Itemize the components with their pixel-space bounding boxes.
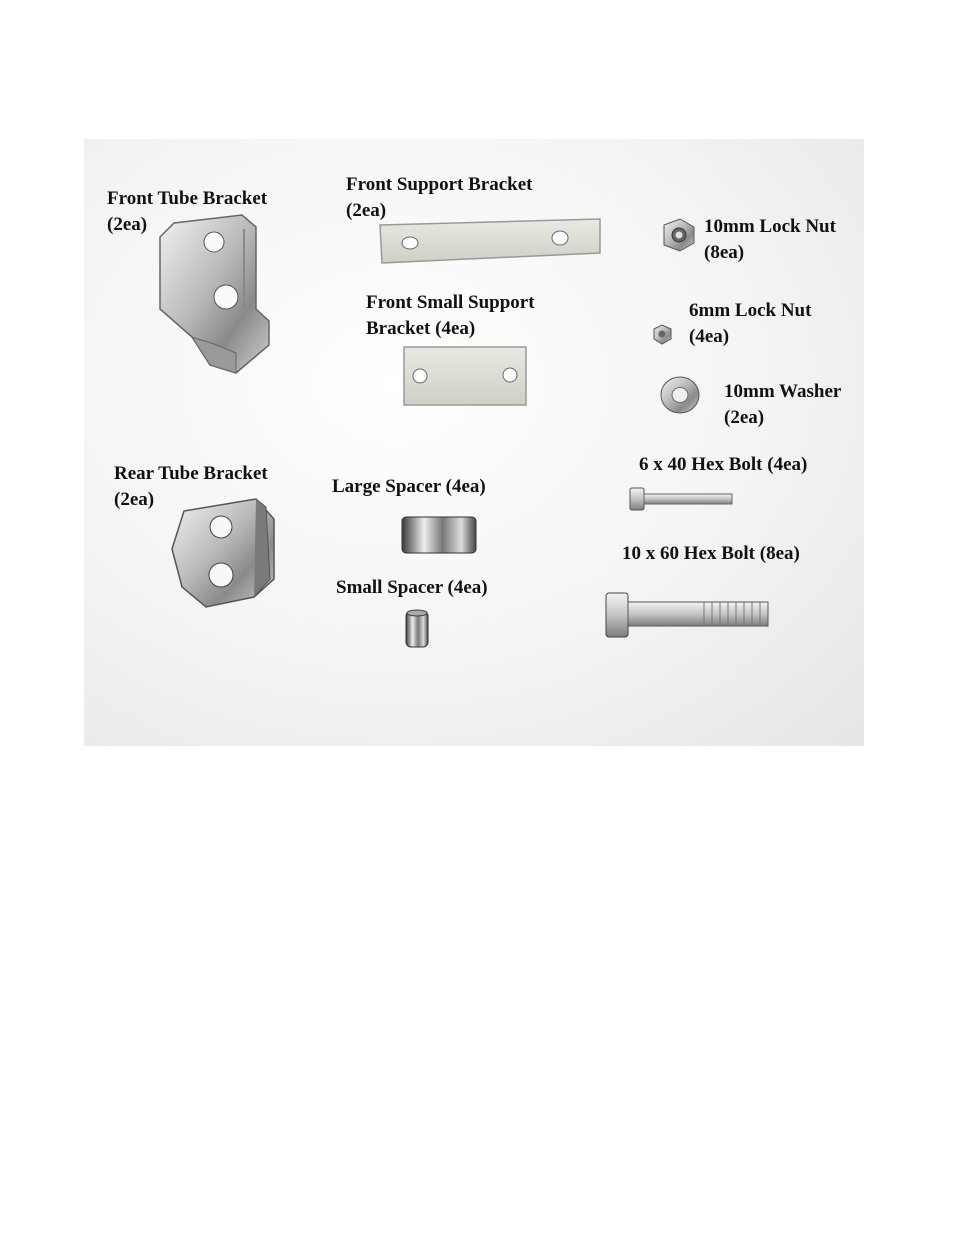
label-lock-nut-10mm bbox=[704, 214, 836, 266]
label-front-tube-bracket bbox=[107, 186, 267, 238]
part-qty: (2ea) bbox=[724, 407, 765, 428]
part-name: Front Small Support bbox=[366, 292, 535, 313]
part-qty: Bracket (4ea) bbox=[366, 318, 476, 339]
hex-bolt-10x60-shape bbox=[606, 593, 768, 637]
front-tube-bracket-shape bbox=[160, 215, 269, 373]
part-name: 10mm Washer bbox=[724, 381, 842, 402]
part-name: Front Support Bracket bbox=[346, 174, 533, 195]
front-support-bracket-shape bbox=[380, 219, 600, 263]
lock-nut-10mm-shape bbox=[664, 219, 694, 251]
label-front-support-bracket bbox=[346, 172, 532, 224]
front-small-support-bracket-shape bbox=[404, 347, 526, 405]
label-lock-nut-6mm bbox=[689, 298, 811, 350]
hardware-kit-photo bbox=[84, 139, 864, 746]
label-hex-bolt-10x60 bbox=[622, 541, 800, 567]
part-name: 10mm Lock Nut bbox=[704, 216, 836, 237]
washer-10mm-shape bbox=[661, 377, 699, 413]
large-spacer-shape bbox=[402, 517, 476, 553]
part-qty: (2ea) bbox=[346, 200, 387, 221]
part-name: Front Tube Bracket bbox=[107, 188, 268, 209]
part-name: Large Spacer (4ea) bbox=[332, 476, 486, 497]
label-small-spacer bbox=[336, 575, 488, 601]
part-name: 6mm Lock Nut bbox=[689, 300, 812, 321]
part-name: 10 x 60 Hex Bolt (8ea) bbox=[622, 543, 800, 564]
lock-nut-6mm-shape bbox=[654, 325, 671, 344]
part-name: 6 x 40 Hex Bolt (4ea) bbox=[639, 454, 808, 475]
part-qty: (2ea) bbox=[114, 489, 155, 510]
label-rear-tube-bracket bbox=[114, 461, 268, 513]
part-qty: (8ea) bbox=[704, 242, 745, 263]
part-qty: (2ea) bbox=[107, 214, 148, 235]
rear-tube-bracket-shape bbox=[172, 499, 274, 607]
label-front-small-support-bracket bbox=[366, 290, 535, 342]
part-qty: (4ea) bbox=[689, 326, 730, 347]
hex-bolt-6x40-shape bbox=[630, 488, 732, 510]
part-name: Rear Tube Bracket bbox=[114, 463, 268, 484]
label-large-spacer bbox=[332, 474, 486, 500]
part-name: Small Spacer (4ea) bbox=[336, 577, 488, 598]
label-hex-bolt-6x40 bbox=[639, 452, 807, 478]
label-washer-10mm bbox=[724, 379, 841, 431]
small-spacer-shape bbox=[406, 610, 428, 647]
